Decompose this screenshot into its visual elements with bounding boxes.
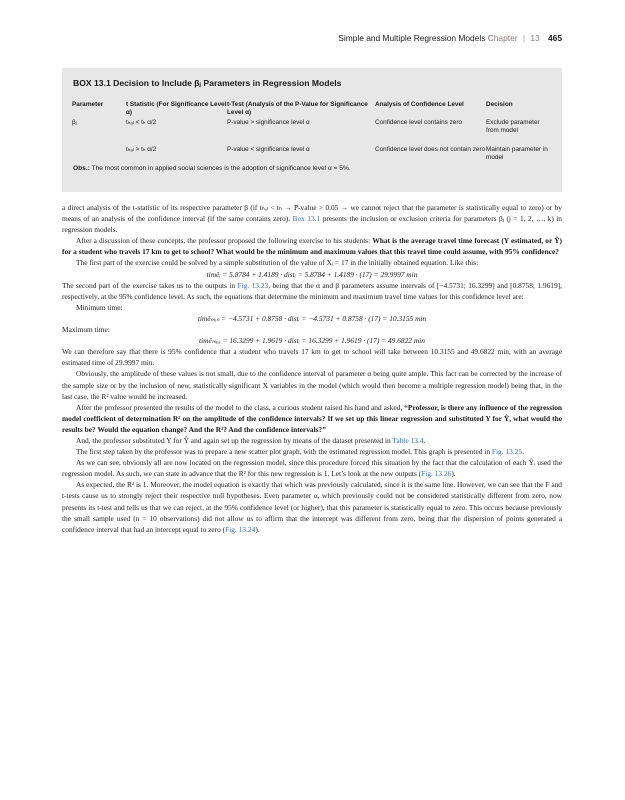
box-title: BOX 13.1 Decision to Include βⱼ Parameters in Regression Models (73, 78, 342, 88)
paragraph (62, 402, 562, 435)
text-run: The first step taken by the professor was to prepare a new scatter plot graph, with the estimated regression model. This graph is presented in (76, 447, 492, 457)
running-title: Simple and Multiple Regression Models (338, 33, 486, 43)
table-cell: Confidence level contains zero (375, 118, 463, 126)
text-run: presents the inclusion or exclusion criteria for parameters βⱼ (j = 1, 2, …, k) in regression models. (62, 214, 563, 235)
paragraph (62, 479, 562, 534)
table-cell: tₕₐₗ > tₕ α/2 (126, 145, 157, 153)
text-run: After a discussion of these concepts, the professor proposed the following exercise to his students: (76, 236, 373, 246)
text-run: ). (451, 469, 456, 479)
note-label: Obs.: (73, 165, 90, 173)
equation-forecast: timêᵢ = 5.8784 + 1.4189 · distᵢ = 5.8784 + 1.4189 · (17) = 29.9997 min (206, 269, 418, 279)
column-header: t Statistic (For Significance Level α) (126, 101, 227, 117)
figure-link[interactable]: Fig. 13.26 (421, 469, 452, 479)
text-run: ). (255, 524, 260, 534)
table-cell: Confidence level does not contain zero (375, 145, 486, 153)
chapter-label: Chapter (487, 33, 518, 43)
figure-link[interactable]: Fig. 13.23 (237, 280, 269, 290)
table-row (72, 119, 552, 136)
header-separator: | (522, 33, 526, 43)
table-cell: P-value > significance level α (227, 118, 310, 126)
table-cell (72, 146, 126, 163)
text-run: , being that the α and β parameters assume intervals of [−4.5731; 16.3299] and [0.8758; 1.9619], respectively, at the 95% confidence level. As such, the equations that determine the minimum and maximum travel time values for this confidence level are: (62, 280, 562, 301)
paragraph: Obviously, the amplitude of these values is not small, due to the confidence interval of parameter α being quite ample. This fact can be corrected by the increase of the sample size or by the inclusion of new, statistically significant X variables in the model (which would then become a multiple regression model) being that, in the last case, the R² value would be increased. (62, 369, 562, 401)
paragraph: The first part of the exercise could be solved by a simple substitution of the value of Xᵢ = 17 in the initially obtained equation. Like this: (76, 258, 479, 268)
paragraph (62, 457, 562, 479)
figure-link[interactable]: Fig. 13.25 (491, 447, 523, 457)
table-cell: tₕₐₗ < tₕ α/2 (126, 118, 157, 126)
table-cell: Exclude parameter from model (486, 118, 540, 135)
table-header-row (72, 101, 552, 118)
column-header: t-Test (Analysis of the P-Value for Significance Level α) (227, 101, 368, 117)
paragraph (62, 235, 562, 257)
paragraph (62, 202, 562, 235)
decision-box (62, 68, 562, 192)
text-run: As we can see, obviously all are now located on the regression model, since this procedure forced this situation by the fact that the calculation of each Ŷᵢ used the regression model. As such, we can state in advance that the R² for this new regression is 1. Let’s look at the new outputs ( (62, 458, 562, 479)
column-header: Decision (486, 101, 513, 108)
paragraph (62, 435, 562, 446)
paragraph: We can therefore say that there is 95% confidence that a student who travels 17 km to get to school will take between 10.3155 and 49.6822 min, with an average estimated time of 29.9997 min. (62, 347, 562, 368)
text-run: And, the professor substituted Y for Ŷ and again set up the regression by means of the dataset presented in (76, 435, 393, 445)
text-run: As expected, the R² is 1. Moreover, the model equation is exactly that which was previously calculated, since it is the same line. However, we can see that the F and t-tests cause us to strongly reject their respective null hypotheses. Even parameter α, which previously could not be considered statistically different from zero, now presents its t-test and tells us that we can reject, at the 95% confidence level (or higher), that this parameter is statistically equal to zero. This occurs because previously the small sample used (n = 10 observations) did not allow us to affirm that the intercept was different from zero, being that the dispersion of points generated a confidence interval that had an intercept equal to zero ( (62, 480, 562, 534)
text-run: . (423, 435, 426, 445)
box-link[interactable]: Box 13.1 (292, 214, 321, 224)
page-number: 465 (548, 33, 562, 43)
paragraph (62, 280, 562, 302)
column-header: Analysis of Confidence Level (375, 101, 464, 108)
chapter-number: 13 (530, 33, 540, 43)
running-header (62, 33, 562, 43)
decision-table (72, 101, 552, 162)
text-run: The second part of the exercise takes us to the outputs in (62, 280, 238, 290)
column-header: Parameter (72, 101, 104, 108)
text-run: . (522, 447, 524, 457)
body-text (62, 202, 562, 535)
box-note (73, 165, 552, 172)
exercise-question: What is the average travel time forecast (Y estimated, or Ŷ) for a student who travels 17 km to get to school? What would be the minimum and maximum values that this travel time could assume, with 95% confidence? (62, 236, 562, 257)
minimum-time-label: Minimum time: (76, 302, 123, 312)
table-row (72, 146, 552, 163)
table-cell: P-value < significance level α (227, 145, 310, 153)
figure-link[interactable]: Fig. 13.24 (225, 524, 256, 534)
equation-maximum: timêₘₐₓ = 16.3299 + 1.9619 · distᵢ = 16.3299 + 1.9619 · (17) = 49.6822 min (199, 336, 425, 346)
equation-minimum: timêₘᵢₙ = −4.5731 + 0.8758 · distᵢ = −4.5731 + 0.8758 · (17) = 10.3155 min (197, 313, 427, 323)
table-link[interactable]: Table 13.4 (392, 435, 424, 445)
text-run: a direct analysis of the t-statistic of its respective parameter β (if tₕₐₗ < tₕ → P-value > 0.05 → we cannot reject that the parameter is statistically equal to zero) or by means of an analysis of the confidence interval (if the same contains zero). (62, 203, 562, 224)
table-cell: Maintain parameter in model (486, 145, 548, 162)
text-run: After the professor presented the results of the model to the class, a curious student raised his hand and asked, (76, 402, 405, 412)
maximum-time-label: Maximum time: (62, 325, 110, 335)
table-cell: βⱼ (72, 118, 77, 126)
student-question: “Professor, is there any influence of the regression model coefficient of determination R² on the amplitude of the confidence intervals? If we set up this linear regression and substituted Y for Ŷ, what would the results be? Would the equation change? And the R²? And the confidence intervals?” (62, 402, 562, 434)
paragraph (62, 446, 562, 457)
note-text: The most common in applied social sciences is the adoption of significance level α = 5%. (91, 165, 351, 173)
